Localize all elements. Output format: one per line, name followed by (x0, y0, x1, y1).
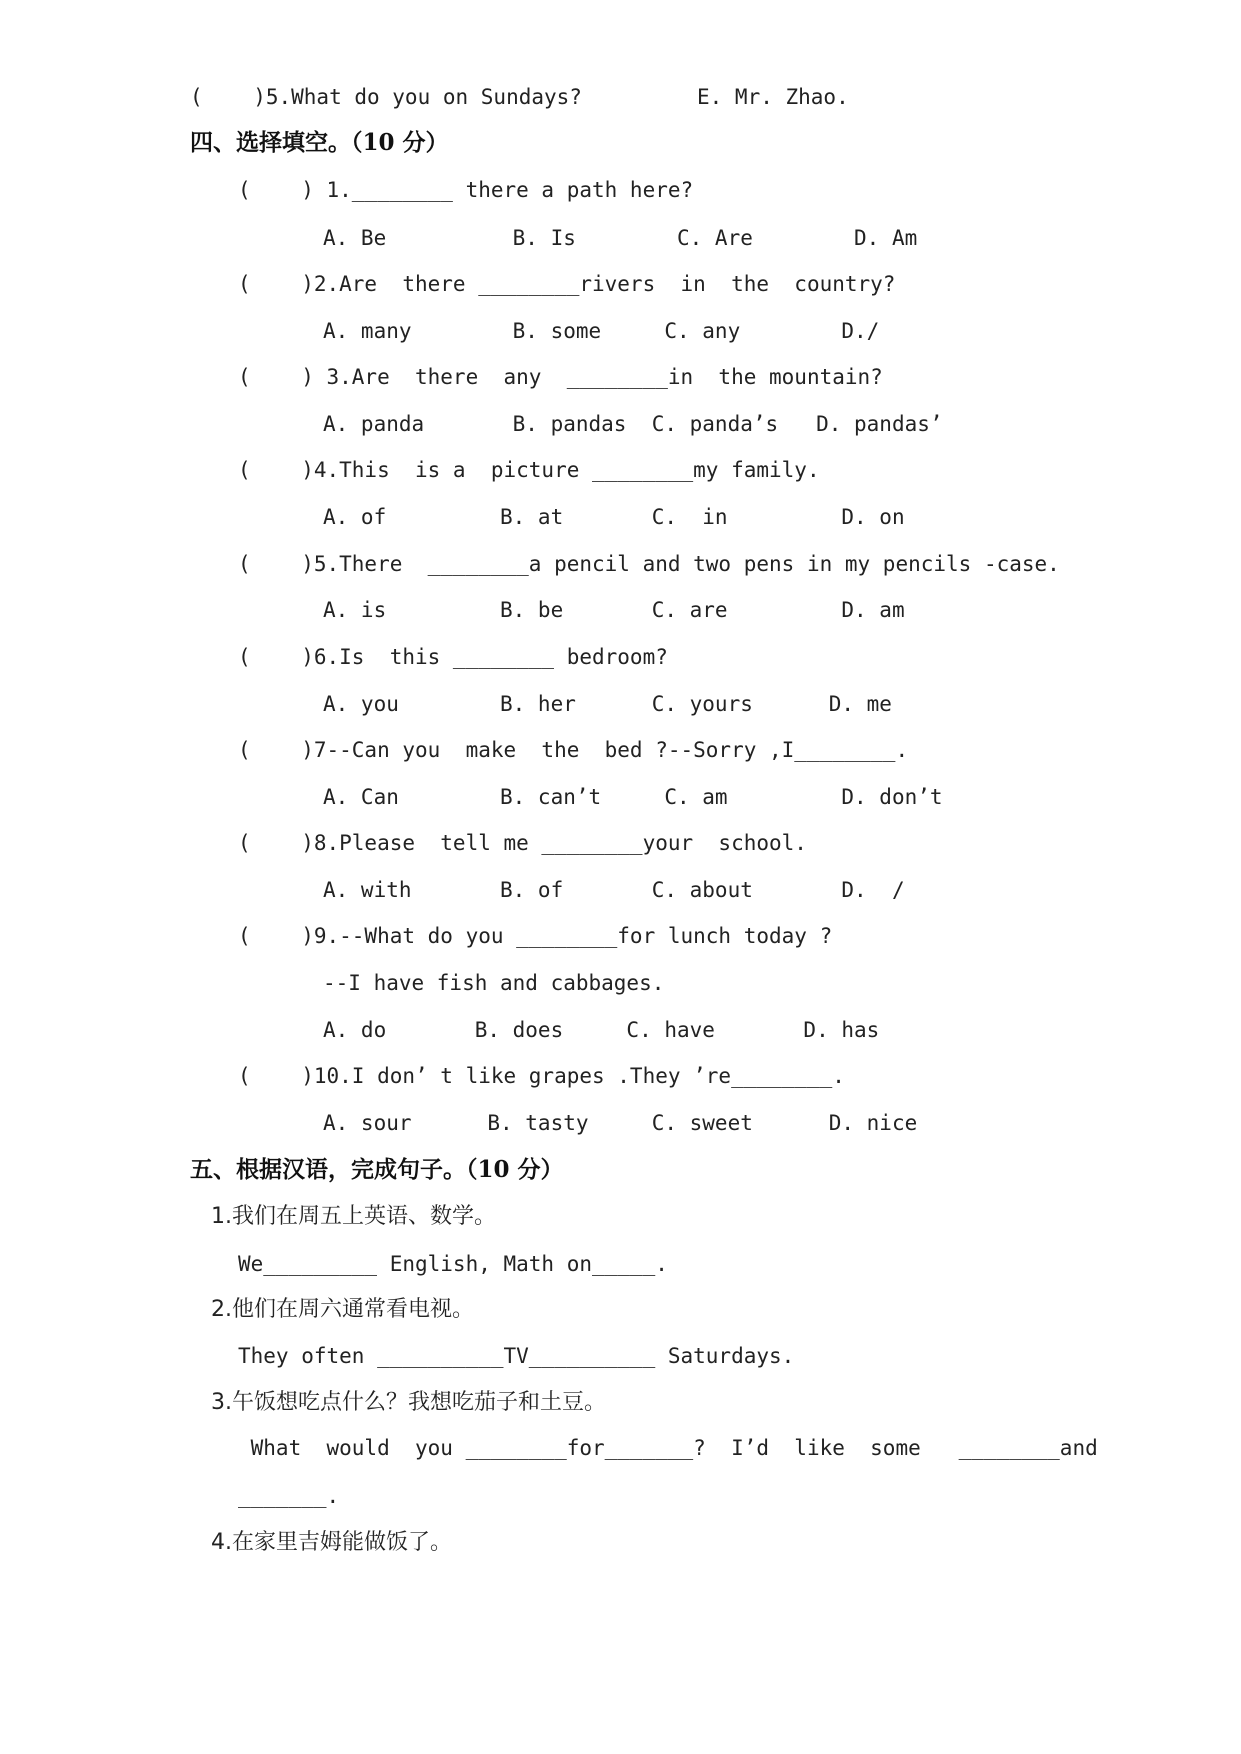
question-9-stem: ( )9.--What do you ________for lunch today ? (238, 924, 833, 948)
match-question-5: ( )5.What do you on Sundays? (190, 85, 582, 109)
question-4-stem: ( )4.This is a picture ________my family. (238, 458, 820, 482)
translation-4-chinese: 4.在家里吉姆能做饭了。 (211, 1530, 452, 1555)
translation-3-english: What would you ________for_______? I’d like some ________and (238, 1436, 1098, 1460)
question-6-options: A. you B. her C. yours D. me (323, 692, 892, 716)
question-1-options: A. Be B. Is C. Are D. Am (323, 226, 918, 250)
match-answer-e: E. Mr. Zhao. (697, 85, 849, 109)
translation-3-chinese: 3.午饭想吃点什么？我想吃茄子和土豆。 (211, 1390, 606, 1415)
translation-1-english: We_________ English, Math on_____. (238, 1252, 668, 1276)
question-6-stem: ( )6.Is this ________ bedroom? (238, 645, 668, 669)
translation-1-chinese: 1.我们在周五上英语、数学。 (211, 1204, 496, 1229)
question-8-options: A. with B. of C. about D. / (323, 878, 905, 902)
section5-heading: 五、根据汉语，完成句子。（10 分） (190, 1156, 564, 1183)
question-9-options: A. do B. does C. have D. has (323, 1018, 880, 1042)
question-8-stem: ( )8.Please tell me ________your school. (238, 831, 807, 855)
question-2-stem: ( )2.Are there ________rivers in the country? (238, 272, 896, 296)
question-9-reply: --I have fish and cabbages. (323, 971, 665, 995)
question-2-options: A. many B. some C. any D./ (323, 319, 880, 343)
translation-3-english-cont: _______. (238, 1484, 340, 1508)
question-5-options: A. is B. be C. are D. am (323, 598, 905, 622)
question-5-stem: ( )5.There ________a pencil and two pens in my pencils -case. (238, 552, 1060, 576)
question-7-stem: ( )7--Can you make the bed ?--Sorry ,I________. (238, 738, 909, 762)
question-7-options: A. Can B. can’t C. am D. don’t (323, 785, 943, 809)
question-3-stem: ( ) 3.Are there any ________in the mountain? (238, 365, 883, 389)
translation-2-chinese: 2.他们在周六通常看电视。 (211, 1297, 474, 1322)
question-4-options: A. of B. at C. in D. on (323, 505, 905, 529)
question-10-options: A. sour B. tasty C. sweet D. nice (323, 1111, 918, 1135)
translation-2-english: They often __________TV__________ Saturdays. (238, 1344, 795, 1368)
question-1-stem: ( ) 1.________ there a path here? (238, 178, 694, 202)
question-3-options: A. panda B. pandas C. panda’s D. pandas’ (323, 412, 943, 436)
section4-heading: 四、选择填空。（10 分） (190, 129, 449, 156)
question-10-stem: ( )10.I don’ t like grapes .They ’re________. (238, 1064, 845, 1088)
